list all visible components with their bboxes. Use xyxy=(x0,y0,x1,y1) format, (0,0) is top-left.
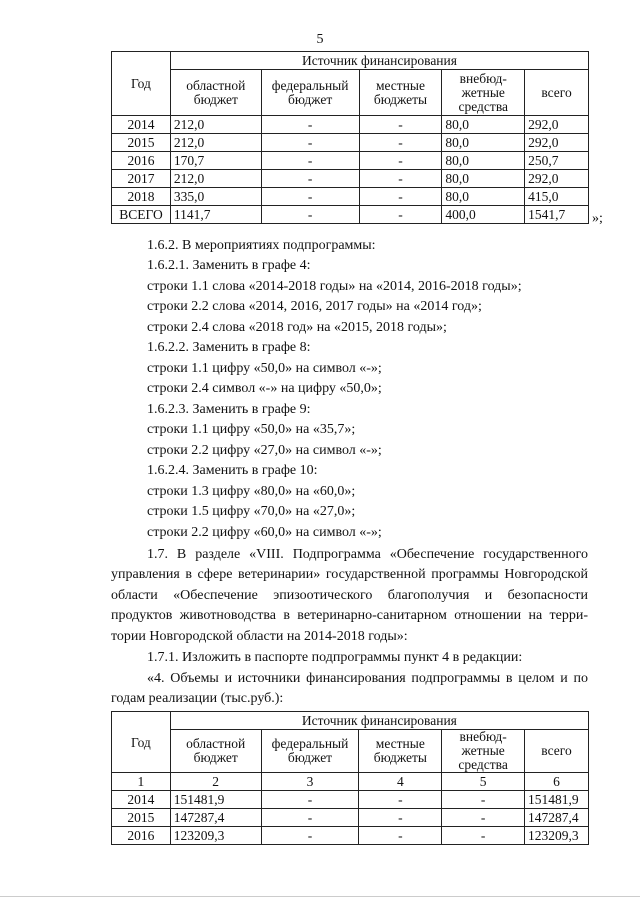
cell: 335,0 xyxy=(170,188,261,206)
text-line: 1.6.2.4. Заменить в графе 10: xyxy=(147,463,318,478)
text-line: строки 2.2 цифру «60,0» на символ «-»; xyxy=(147,525,382,540)
cell: 2018 xyxy=(112,188,171,206)
cell: - xyxy=(359,809,442,827)
table-row xyxy=(112,134,589,152)
cell: 2 xyxy=(170,773,261,791)
cell: 123209,3 xyxy=(525,827,589,845)
cell: - xyxy=(359,791,442,809)
text-line: строки 1.1 слова «2014-2018 годы» на «2014, 2016-2018 годы»; xyxy=(147,279,522,294)
cell: 5 xyxy=(442,773,525,791)
cell: 400,0 xyxy=(442,206,525,224)
cell: - xyxy=(261,809,359,827)
cell: - xyxy=(359,206,442,224)
source-header: Источник финансирования xyxy=(170,712,588,730)
bottom-edge-line xyxy=(0,896,640,897)
cell: 292,0 xyxy=(525,116,589,134)
financing-table-1 xyxy=(111,51,589,224)
text-line: строки 1.1 цифру «50,0» на символ «-»; xyxy=(147,361,382,376)
cell: 147287,4 xyxy=(525,809,589,827)
cell: - xyxy=(442,809,525,827)
cell: - xyxy=(261,116,359,134)
paragraph-line: «4. Объемы и источники финансирования подпрограммы в целом и по xyxy=(147,671,588,686)
column-numbers-row xyxy=(112,773,589,791)
text-line: 1.6.2. В мероприятиях подпрограммы: xyxy=(147,238,376,253)
cell: 151481,9 xyxy=(525,791,589,809)
table-row xyxy=(112,116,589,134)
paragraph-line: тории Новгородской области на 2014-2018 годы»: xyxy=(111,629,408,644)
cell: 2014 xyxy=(112,791,171,809)
cell: 123209,3 xyxy=(170,827,261,845)
cell: - xyxy=(261,152,359,170)
col-header: внебюд-жетные средства xyxy=(442,730,525,773)
table-row xyxy=(112,152,589,170)
table-row xyxy=(112,809,589,827)
cell: 1 xyxy=(112,773,171,791)
cell: 212,0 xyxy=(170,170,261,188)
text-line: строки 1.1 цифру «50,0» на «35,7»; xyxy=(147,422,356,437)
cell: - xyxy=(442,791,525,809)
cell: 3 xyxy=(261,773,359,791)
col-header: местные бюджеты xyxy=(359,730,442,773)
table-row-total xyxy=(112,206,589,224)
paragraph-line: 1.7. В разделе «VIII. Подпрограмма «Обеспечение государственного xyxy=(147,547,588,562)
text-line: строки 2.2 цифру «27,0» на символ «-»; xyxy=(147,443,382,458)
cell: 147287,4 xyxy=(170,809,261,827)
text-line: 1.6.2.3. Заменить в графе 9: xyxy=(147,402,311,417)
cell: - xyxy=(359,170,442,188)
cell: 292,0 xyxy=(525,170,589,188)
cell: - xyxy=(359,152,442,170)
col-header: всего xyxy=(525,70,589,116)
cell: 250,7 xyxy=(525,152,589,170)
cell: 80,0 xyxy=(442,188,525,206)
table-row xyxy=(112,827,589,845)
cell: 1141,7 xyxy=(170,206,261,224)
year-header: Год xyxy=(112,52,171,116)
cell: - xyxy=(261,827,359,845)
col-header: федеральный бюджет xyxy=(261,730,359,773)
cell: 170,7 xyxy=(170,152,261,170)
source-header: Источник финансирования xyxy=(170,52,588,70)
text-line: строки 2.4 слова «2018 год» на «2015, 2018 годы»; xyxy=(147,320,447,335)
cell: ВСЕГО xyxy=(112,206,171,224)
paragraph-line: продуктов животноводства в ветеринарно-санитарном отношении на терри- xyxy=(111,608,588,623)
cell: 2015 xyxy=(112,809,171,827)
cell: - xyxy=(261,206,359,224)
text-line: 1.6.2.1. Заменить в графе 4: xyxy=(147,258,311,273)
table-row xyxy=(112,791,589,809)
col-header: всего xyxy=(525,730,589,773)
cell: 80,0 xyxy=(442,170,525,188)
page-number: 5 xyxy=(316,32,324,47)
cell: - xyxy=(359,116,442,134)
cell: 80,0 xyxy=(442,116,525,134)
col-header: федеральный бюджет xyxy=(261,70,359,116)
col-header: областной бюджет xyxy=(170,70,261,116)
col-header: местные бюджеты xyxy=(359,70,442,116)
cell: 2016 xyxy=(112,827,171,845)
table-row xyxy=(112,170,589,188)
col-header: внебюд-жетные средства xyxy=(442,70,525,116)
cell: 4 xyxy=(359,773,442,791)
cell: 292,0 xyxy=(525,134,589,152)
cell: 2017 xyxy=(112,170,171,188)
cell: 2014 xyxy=(112,116,171,134)
text-line: 1.7.1. Изложить в паспорте подпрограммы пункт 4 в редакции: xyxy=(147,650,523,665)
cell: - xyxy=(442,827,525,845)
year-header: Год xyxy=(112,712,171,773)
cell: - xyxy=(359,134,442,152)
text-line: строки 2.4 символ «-» на цифру «50,0»; xyxy=(147,381,382,396)
cell: 6 xyxy=(525,773,589,791)
table-row xyxy=(112,188,589,206)
cell: 415,0 xyxy=(525,188,589,206)
cell: 80,0 xyxy=(442,134,525,152)
cell: - xyxy=(261,188,359,206)
col-header: областной бюджет xyxy=(170,730,261,773)
text-line: строки 1.5 цифру «70,0» на «27,0»; xyxy=(147,504,356,519)
cell: 2016 xyxy=(112,152,171,170)
text-line: строки 1.3 цифру «80,0» на «60,0»; xyxy=(147,484,356,499)
financing-table-2 xyxy=(111,711,589,845)
cell: 80,0 xyxy=(442,152,525,170)
paragraph-line: годам реализации (тыс.руб.): xyxy=(111,691,284,706)
cell: 1541,7 xyxy=(525,206,589,224)
cell: 151481,9 xyxy=(170,791,261,809)
cell: - xyxy=(261,791,359,809)
text-line: строки 2.2 слова «2014, 2016, 2017 годы» на «2014 год»; xyxy=(147,299,482,314)
cell: 2015 xyxy=(112,134,171,152)
cell: - xyxy=(359,827,442,845)
cell: - xyxy=(261,134,359,152)
cell: 212,0 xyxy=(170,116,261,134)
cell: - xyxy=(359,188,442,206)
paragraph-line: области «Обеспечение эпизоотического благополучия и безопасности xyxy=(111,588,588,603)
closing-quote: »; xyxy=(592,211,603,226)
cell: - xyxy=(261,170,359,188)
cell: 212,0 xyxy=(170,134,261,152)
paragraph-line: управления в сфере ветеринарии» государственной программы Новгородской xyxy=(111,567,588,582)
text-line: 1.6.2.2. Заменить в графе 8: xyxy=(147,340,311,355)
